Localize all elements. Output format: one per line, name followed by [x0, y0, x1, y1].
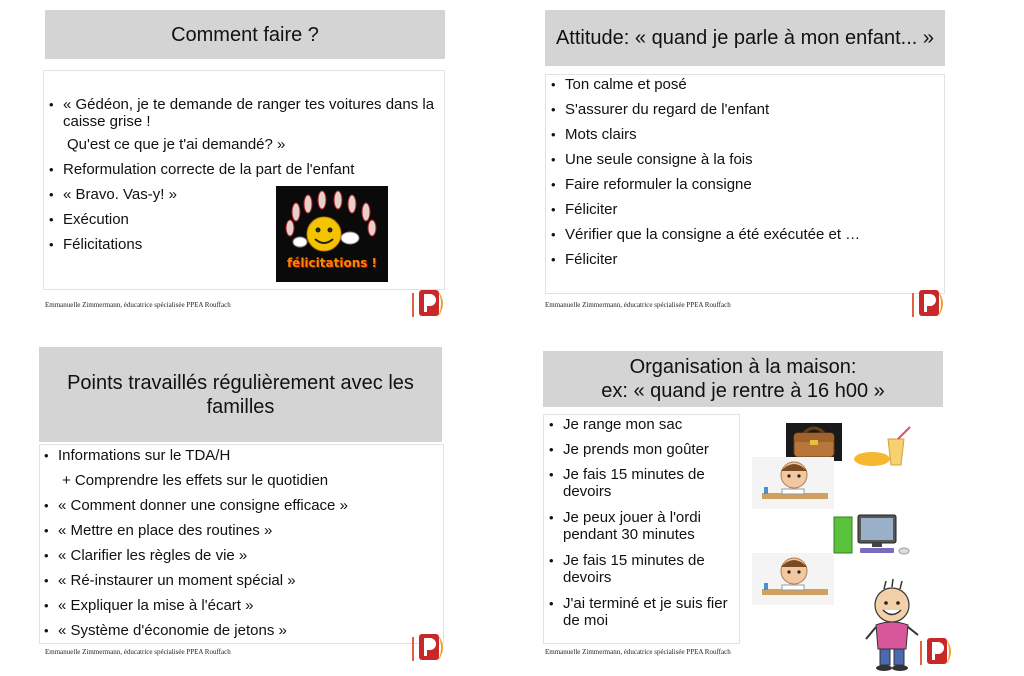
ppea-logo-icon [410, 285, 450, 323]
ppea-logo-icon [918, 633, 958, 671]
slide-title: Points travaillés régulièrement avec les familles [39, 347, 442, 442]
computer-icon [832, 511, 916, 562]
list-item: • S'assurer du regard de l'enfant [547, 101, 942, 118]
list-item: • « Clarifier les règles de vie » [40, 547, 440, 564]
list-item: • Vérifier que la consigne a été exécutée et … [547, 226, 942, 243]
list-item: + Comprendre les effets sur le quotidien [62, 472, 329, 489]
list-item: • Ton calme et posé [547, 76, 942, 93]
list-item: • Je fais 15 minutes de devoirs [545, 552, 737, 586]
list-item: • « Bravo. Vas-y! » [45, 186, 440, 203]
list-item: • « Expliquer la mise à l'écart » [40, 597, 440, 614]
list-item: • « Mettre en place des routines » [40, 522, 440, 539]
list-item: • Faire reformuler la consigne [547, 176, 942, 193]
slide-points-travailles [0, 337, 512, 674]
list-item: • Reformulation correcte de la part de l'enfant [45, 161, 440, 178]
bullet-list [40, 447, 440, 639]
slide-attitude [512, 0, 1024, 337]
snack-icon [852, 425, 916, 474]
slide-title: Attitude: « quand je parle à mon enfant... » [545, 10, 945, 66]
slide-organisation [512, 337, 1024, 674]
bullet-list [547, 76, 942, 268]
list-item: • Une seule consigne à la fois [547, 151, 942, 168]
slide-comment-faire [0, 0, 512, 337]
list-item: • Je peux jouer à l'ordi pendant 30 minutes [545, 509, 737, 543]
homework-child-icon [752, 453, 834, 514]
slide-title: Organisation à la maison: ex: « quand je rentre à 16 h00 » [543, 351, 943, 407]
list-item: • Je fais 15 minutes de devoirs [545, 466, 737, 500]
ppea-logo-icon [910, 285, 950, 323]
list-item: • J'ai terminé et je suis fier de moi [545, 595, 737, 629]
felicitations-text: félicitations ! [286, 256, 378, 270]
bullet-list [545, 416, 737, 629]
footer-text: Emmanuelle Zimmermann, éducatrice spécialisée PPEA Rouffach [545, 648, 731, 656]
list-item: • Mots clairs [547, 126, 942, 143]
slide-title: Comment faire ? [45, 10, 445, 59]
list-item: • Félicitations [45, 236, 440, 253]
list-item: • Féliciter [547, 201, 942, 218]
list-item: • « Système d'économie de jetons » [40, 622, 440, 639]
homework-child-icon [752, 549, 834, 610]
list-item: • Exécution [45, 211, 440, 228]
list-item: • « Comment donner une consigne efficace » [40, 497, 440, 514]
list-item: • Féliciter [547, 251, 942, 268]
footer-text: Emmanuelle Zimmermann, éducatrice spécialisée PPEA Rouffach [545, 301, 731, 309]
felicitations-image [276, 186, 388, 282]
ppea-logo-icon [410, 629, 450, 667]
list-item: • « Gédéon, je te demande de ranger tes voitures dans la caisse grise ! [45, 96, 440, 130]
list-item: Qu'est ce que je t'ai demandé? » [67, 136, 286, 153]
footer-text: Emmanuelle Zimmermann, éducatrice spécialisée PPEA Rouffach [45, 648, 231, 656]
list-item: • Je prends mon goûter [545, 441, 737, 458]
list-item: • Informations sur le TDA/H [40, 447, 440, 464]
footer-text: Emmanuelle Zimmermann, éducatrice spécialisée PPEA Rouffach [45, 301, 231, 309]
happy-child-icon [862, 579, 924, 676]
list-item: • « Ré-instaurer un moment spécial » [40, 572, 440, 589]
list-item: • Je range mon sac [545, 416, 737, 433]
